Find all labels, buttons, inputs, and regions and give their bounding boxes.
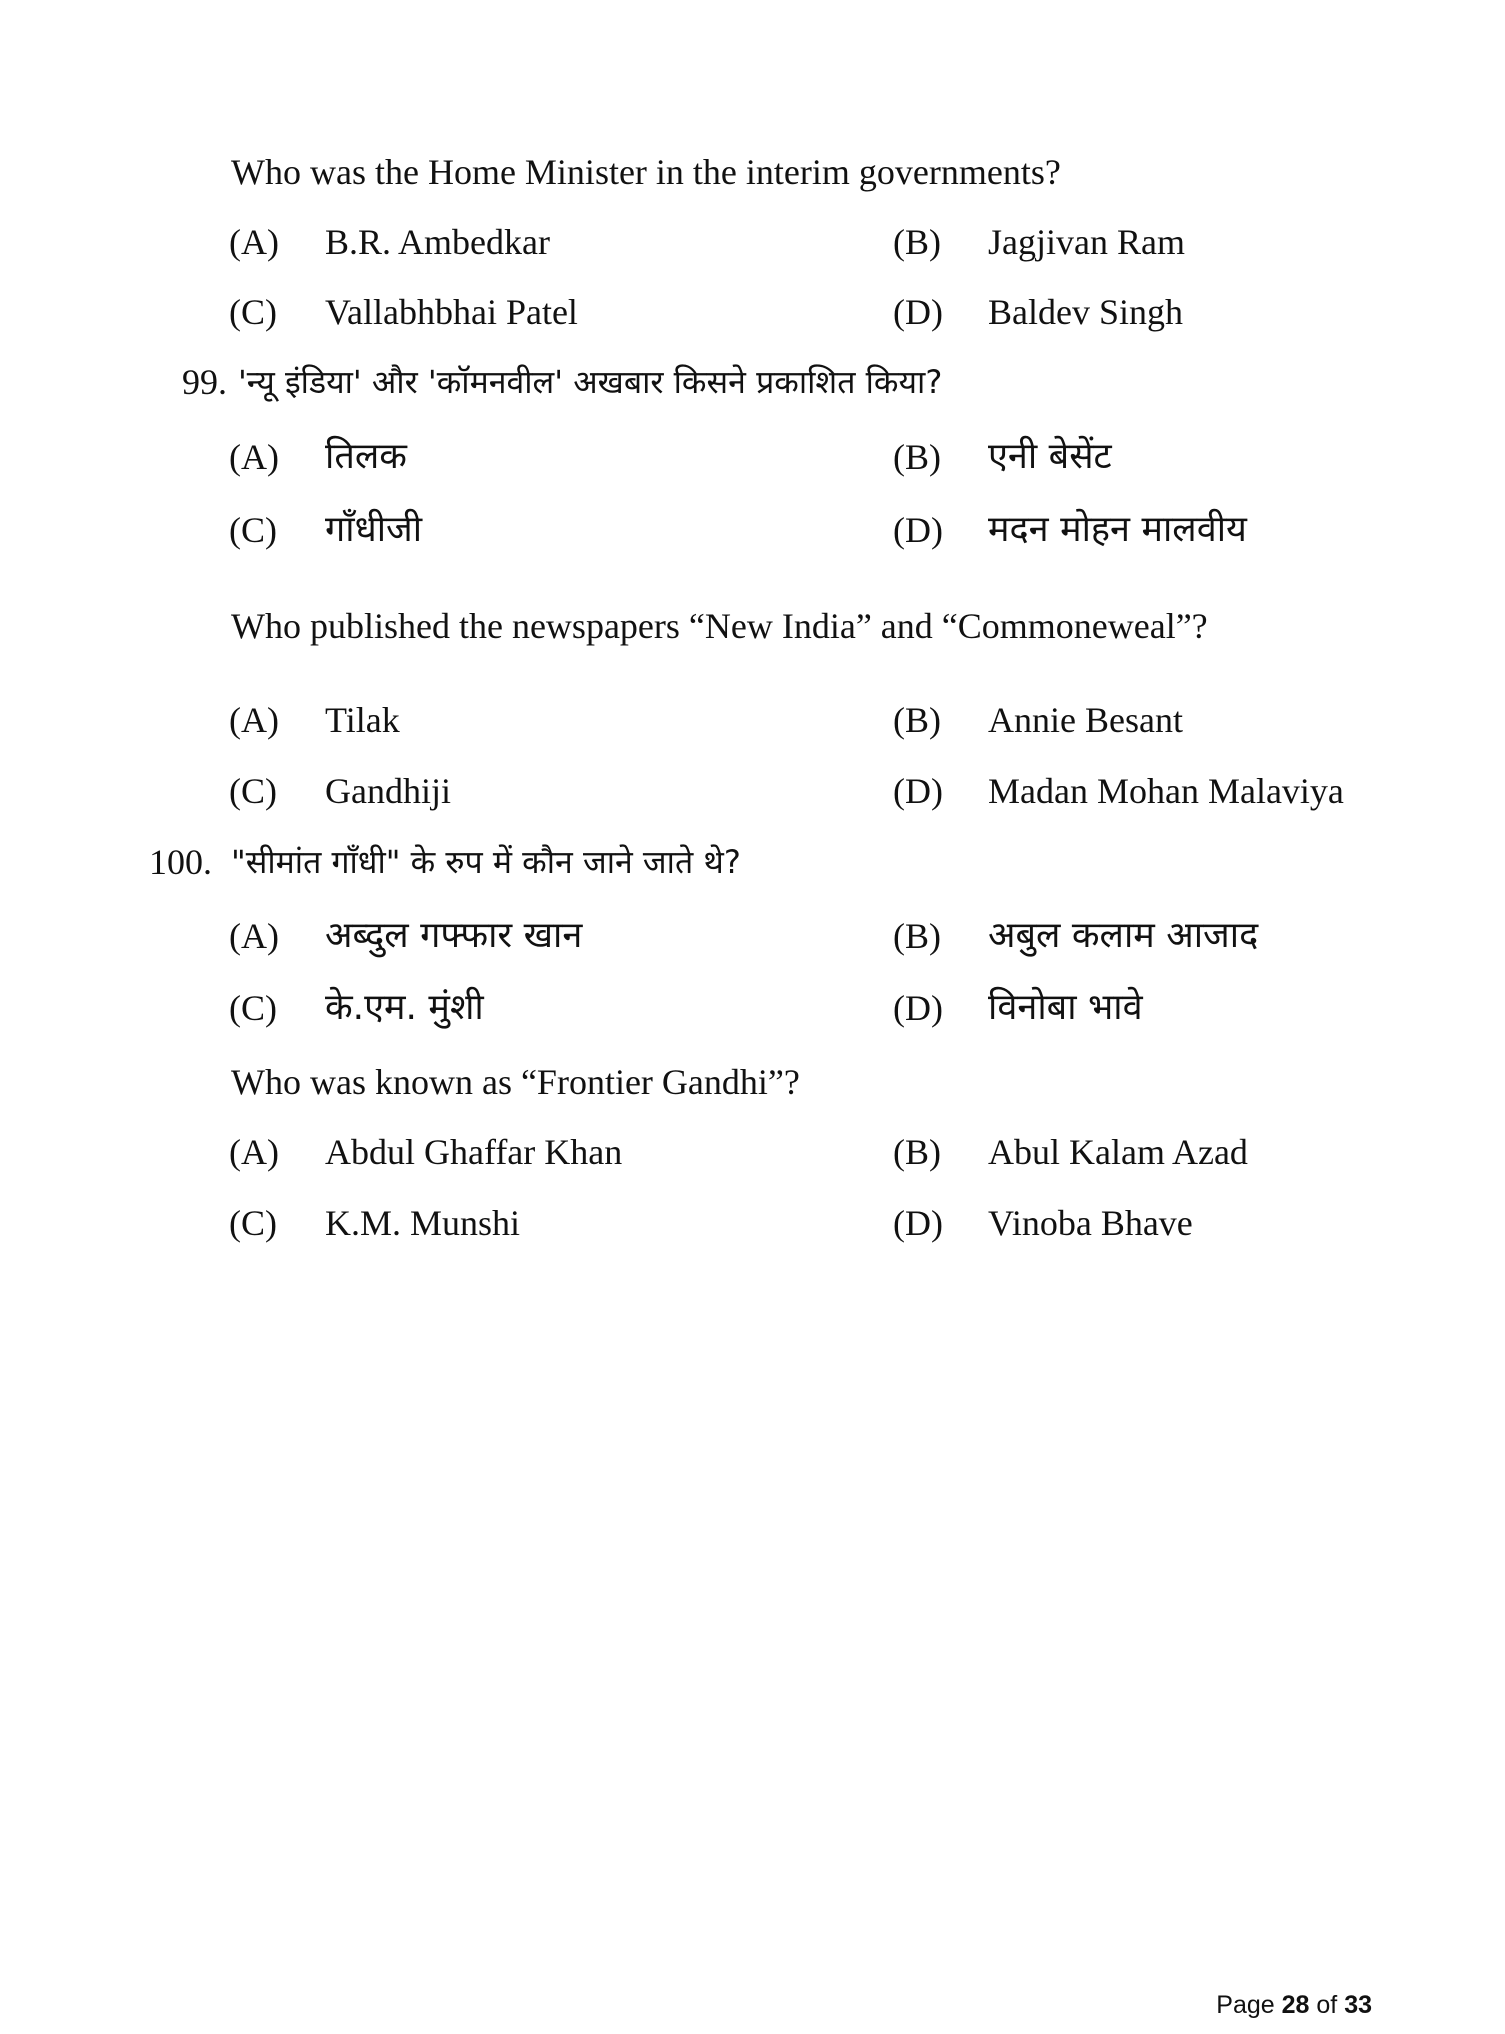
page-word: Page — [1216, 1991, 1275, 2019]
q99-en-option-a-text: Tilak — [325, 700, 400, 740]
q100-hi-option-a-key: (A) — [229, 916, 279, 956]
q100-hi-option-d-text: विनोबा भावे — [988, 987, 1143, 1028]
q99-en-option-d-text: Madan Mohan Malaviya — [988, 771, 1344, 811]
q99-hi-option-c-text: गाँधीजी — [325, 509, 423, 550]
q100-hi-question: "सीमांत गाँधी" के रुप में कौन जाने जाते थे? — [231, 843, 741, 881]
page-indicator — [1216, 1990, 1372, 2020]
q99-en-option-b-text: Annie Besant — [988, 700, 1183, 740]
q99-en-option-c-key: (C) — [229, 771, 277, 811]
q98-en-option-c-key: (C) — [229, 292, 277, 332]
q98-en-option-c-text: Vallabhbhai Patel — [325, 292, 578, 332]
q100-en-option-a-text: Abdul Ghaffar Khan — [325, 1132, 623, 1172]
q99-hi-option-c-key: (C) — [229, 510, 277, 550]
q100-hi-option-c-text: के.एम. मुंशी — [325, 987, 484, 1028]
q100-en-option-c-text: K.M. Munshi — [325, 1203, 521, 1243]
q100-en-option-d-key: (D) — [893, 1203, 943, 1243]
q100-hi-option-c-key: (C) — [229, 988, 277, 1028]
q98-en-option-a-key: (A) — [229, 222, 279, 262]
q99-en-option-b-key: (B) — [893, 700, 941, 740]
q98-en-option-a-text: B.R. Ambedkar — [325, 222, 550, 262]
q99-en-question: Who published the newspapers “New India” and “Commoneweal”? — [231, 606, 1208, 646]
q100-hi-option-b-text: अबुल कलाम आजाद — [988, 915, 1259, 956]
q98-en-option-b-key: (B) — [893, 222, 941, 262]
q99-en-option-c-text: Gandhiji — [325, 771, 451, 811]
q99-hi-option-a-text: तिलक — [325, 436, 407, 477]
q100-en-option-c-key: (C) — [229, 1203, 277, 1243]
q100-en-option-b-key: (B) — [893, 1132, 941, 1172]
q100-hi-option-d-key: (D) — [893, 988, 943, 1028]
q100-en-option-a-key: (A) — [229, 1132, 279, 1172]
q98-en-option-b-text: Jagjivan Ram — [988, 222, 1185, 262]
q99-hi-option-d-text: मदन मोहन मालवीय — [988, 509, 1247, 550]
q98-en-option-d-text: Baldev Singh — [988, 292, 1183, 332]
q98-en-option-d-key: (D) — [893, 292, 943, 332]
q99-number: 99. — [182, 362, 227, 402]
page-total: 33 — [1344, 1991, 1372, 2019]
q100-en-question: Who was known as “Frontier Gandhi”? — [231, 1062, 800, 1102]
q99-en-option-d-key: (D) — [893, 771, 943, 811]
q98-en-question: Who was the Home Minister in the interim governments? — [231, 152, 1061, 192]
q100-en-option-b-text: Abul Kalam Azad — [988, 1132, 1248, 1172]
of-word: of — [1316, 1991, 1338, 2019]
q100-hi-option-b-key: (B) — [893, 916, 941, 956]
q99-hi-option-b-text: एनी बेसेंट — [988, 436, 1112, 477]
q99-hi-question: 'न्यू इंडिया' और 'कॉमनवील' अखबार किसने प्रकाशित किया? — [238, 363, 943, 401]
q99-en-option-a-key: (A) — [229, 700, 279, 740]
q100-number: 100. — [149, 842, 212, 882]
q99-hi-option-d-key: (D) — [893, 510, 943, 550]
q100-en-option-d-text: Vinoba Bhave — [988, 1203, 1193, 1243]
q99-hi-option-a-key: (A) — [229, 437, 279, 477]
q99-hi-option-b-key: (B) — [893, 437, 941, 477]
q100-hi-option-a-text: अब्दुल गफ्फार खान — [325, 915, 583, 956]
page-current: 28 — [1281, 1991, 1310, 2019]
